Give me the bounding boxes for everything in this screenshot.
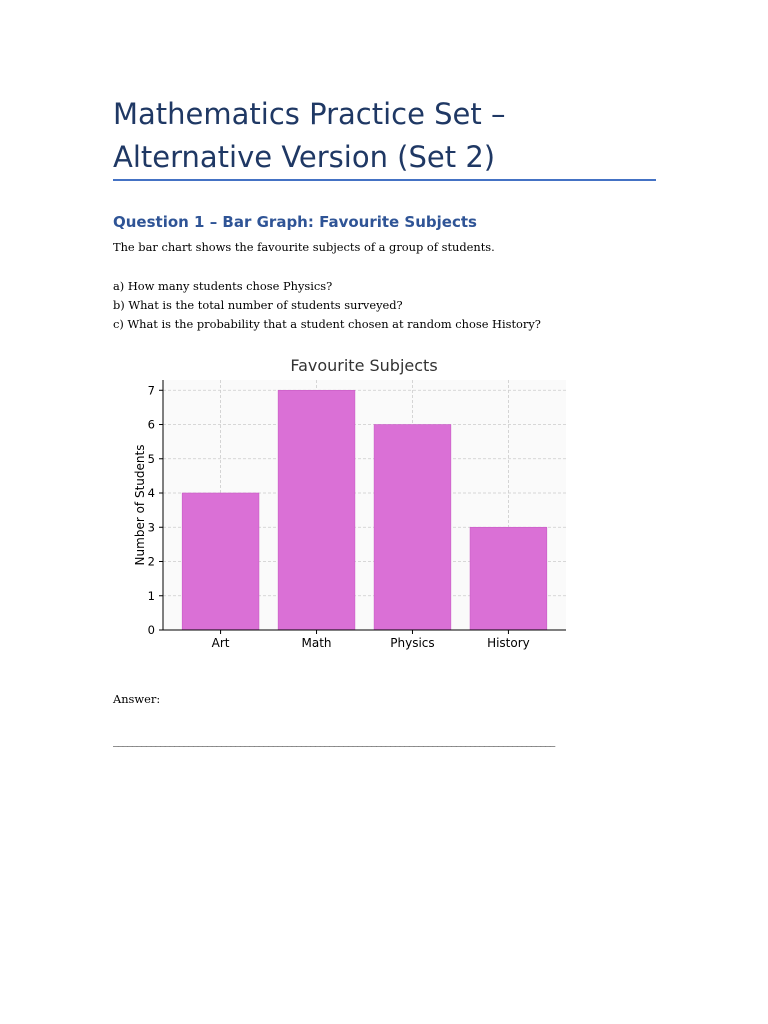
y-tick-label: 6 (147, 417, 155, 432)
bar-history (470, 527, 547, 630)
document-title: Mathematics Practice Set – Alternative Version (Set 2) (113, 97, 506, 174)
y-tick-label: 4 (147, 486, 155, 501)
bar-physics (374, 425, 451, 630)
x-tick-label: Physics (390, 636, 435, 650)
y-axis-label: Number of Students (133, 444, 147, 566)
y-tick-label: 2 (147, 554, 155, 569)
y-tick-label: 0 (147, 623, 155, 637)
question-heading: Question 1 – Bar Graph: Favourite Subjects (113, 213, 477, 231)
answer-blank-line[interactable]: ______________________________________________________________________________________________ (113, 733, 555, 747)
bar-math (278, 390, 355, 630)
y-tick-label: 5 (147, 451, 155, 466)
question-intro: The bar chart shows the favourite subjects of a group of students. (113, 240, 495, 254)
chart-title: Favourite Subjects (290, 356, 438, 375)
title-underline (113, 179, 656, 181)
bar-art (182, 493, 259, 630)
y-tick-label: 1 (147, 588, 155, 603)
answer-label: Answer: (113, 692, 161, 706)
y-tick-label: 3 (147, 520, 155, 535)
question-part-c: c) What is the probability that a student chosen at random chose History? (113, 317, 541, 331)
bar-chart (119, 344, 577, 656)
x-tick-label: History (487, 636, 530, 650)
question-part-a: a) How many students chose Physics? (113, 279, 333, 293)
x-tick-label: Art (211, 636, 230, 650)
y-tick-label: 7 (147, 383, 155, 398)
x-tick-label: Math (301, 636, 332, 650)
question-part-b: b) What is the total number of students surveyed? (113, 298, 403, 312)
